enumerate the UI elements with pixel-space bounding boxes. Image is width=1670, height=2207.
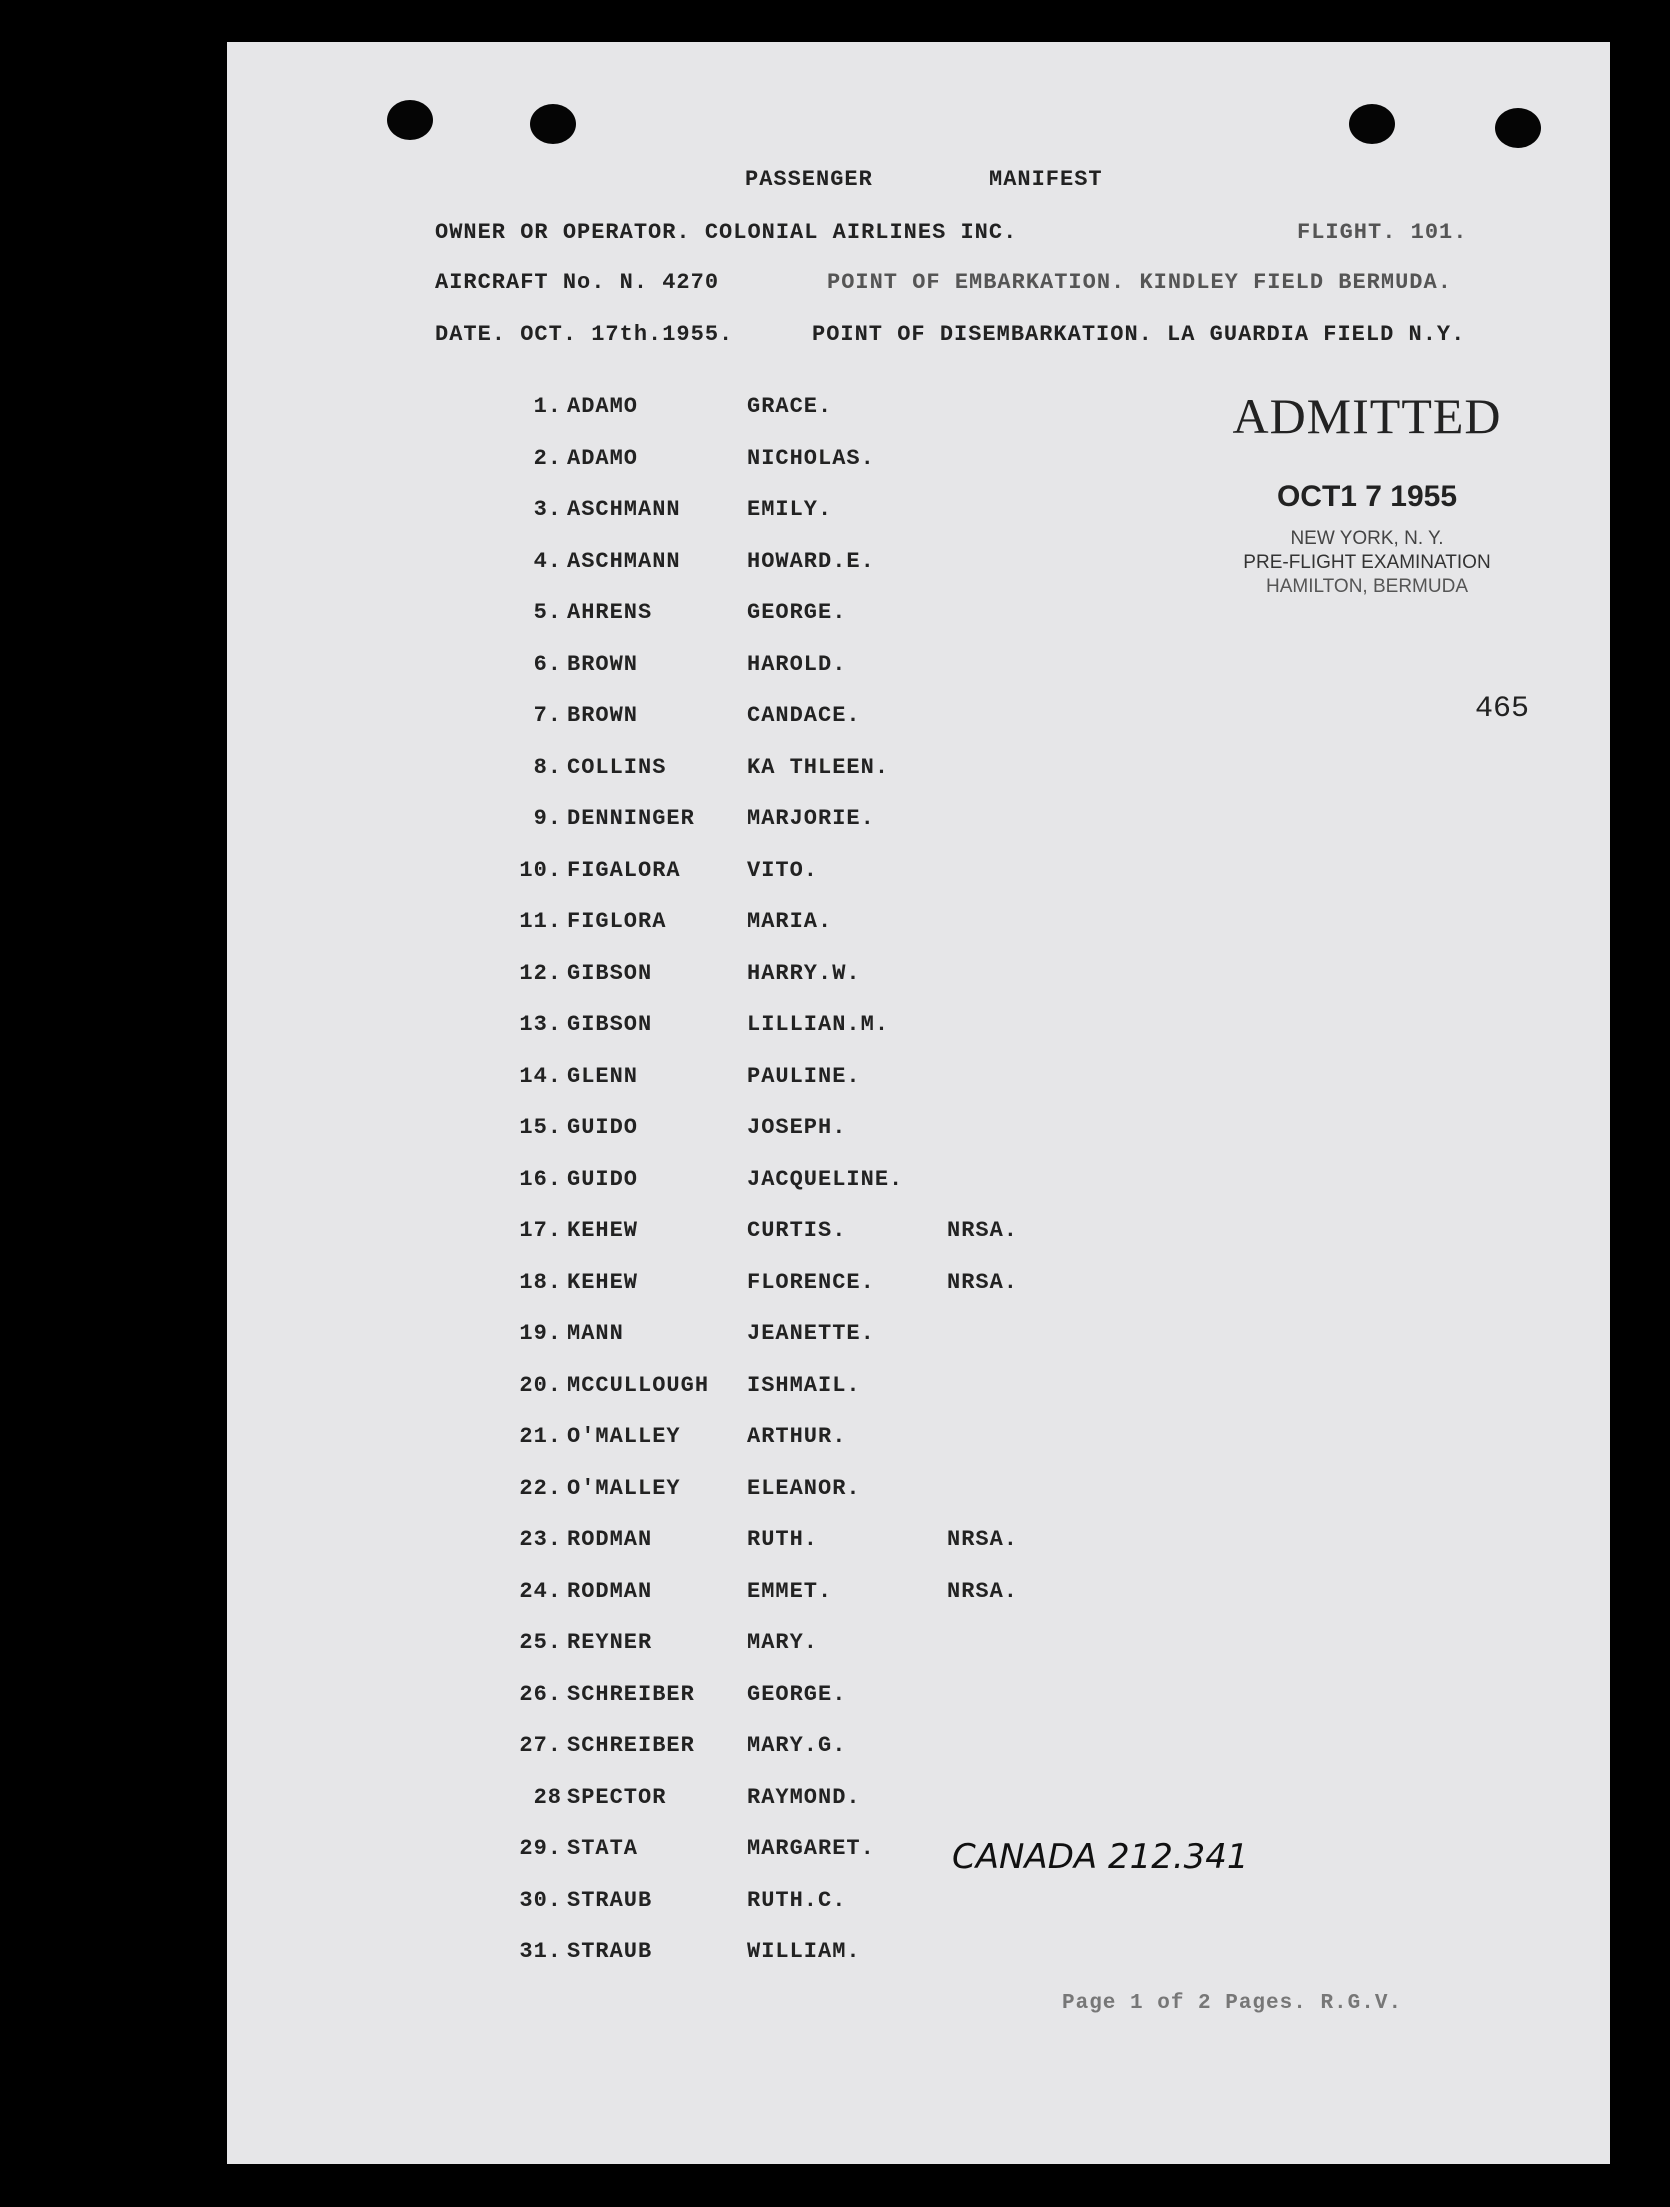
title-manifest: MANIFEST [989, 167, 1103, 192]
passenger-given-name: CANDACE. [747, 703, 861, 728]
stamp-date: OCT1 7 1955 [1276, 480, 1458, 513]
passenger-surname: STRAUB [567, 1939, 653, 1964]
passenger-given-name: GEORGE. [747, 600, 847, 625]
punch-hole [387, 100, 433, 140]
passenger-surname: RODMAN [567, 1579, 653, 1604]
passenger-given-name: ISHMAIL. [747, 1373, 861, 1398]
passenger-surname: KEHEW [567, 1270, 639, 1295]
passenger-surname: GIBSON [567, 961, 653, 986]
passenger-number: 25. [519, 1630, 562, 1655]
flight-number: FLIGHT. 101. [1297, 220, 1468, 245]
passenger-number: 31. [519, 1939, 562, 1964]
passenger-given-name: CURTIS. [747, 1218, 847, 1243]
passenger-row [227, 1064, 1127, 1104]
punch-hole [1495, 108, 1541, 148]
passenger-number: 6. [533, 652, 562, 677]
passenger-row [227, 703, 1127, 743]
passenger-number: 15. [519, 1115, 562, 1140]
passenger-number: 14. [519, 1064, 562, 1089]
passenger-surname: GIBSON [567, 1012, 653, 1037]
passenger-surname: GLENN [567, 1064, 639, 1089]
passenger-given-name: EMMET. [747, 1579, 833, 1604]
passenger-row [227, 1785, 1127, 1825]
passenger-row [227, 1476, 1127, 1516]
passenger-given-name: HARRY.W. [747, 961, 861, 986]
passenger-given-name: HAROLD. [747, 652, 847, 677]
passenger-surname: GUIDO [567, 1167, 639, 1192]
passenger-number: 10. [519, 858, 562, 883]
passenger-given-name: KA THLEEN. [747, 755, 890, 780]
passenger-given-name: LILLIAN.M. [747, 1012, 890, 1037]
passenger-row [227, 806, 1127, 846]
passenger-number: 9. [533, 806, 562, 831]
passenger-row [227, 1218, 1127, 1258]
passenger-number: 5. [533, 600, 562, 625]
passenger-number: 16. [519, 1167, 562, 1192]
passenger-surname: SCHREIBER [567, 1682, 695, 1707]
passenger-number: 23. [519, 1527, 562, 1552]
admitted-stamp: ADMITTED [1232, 388, 1502, 444]
passenger-given-name: MARGARET. [747, 1836, 875, 1861]
passenger-note: NRSA. [947, 1270, 1019, 1295]
passenger-number: 17. [519, 1218, 562, 1243]
passenger-surname: RODMAN [567, 1527, 653, 1552]
passenger-given-name: RUTH.C. [747, 1888, 847, 1913]
passenger-surname: MCCULLOUGH [567, 1373, 710, 1398]
title-passenger: PASSENGER [745, 167, 873, 192]
passenger-surname: FIGALORA [567, 858, 681, 883]
page-number: 465 [1475, 692, 1530, 726]
passenger-given-name: PAULINE. [747, 1064, 861, 1089]
passenger-row [227, 1888, 1127, 1928]
passenger-row [227, 446, 1127, 486]
passenger-surname: O'MALLEY [567, 1476, 681, 1501]
passenger-note: NRSA. [947, 1527, 1019, 1552]
passenger-row [227, 1630, 1127, 1670]
handwritten-note: CANADA 212.341 [952, 1837, 1249, 1877]
passenger-row [227, 1321, 1127, 1361]
passenger-given-name: GEORGE. [747, 1682, 847, 1707]
passenger-number: 30. [519, 1888, 562, 1913]
stamp-location: HAMILTON, BERMUDA [1266, 576, 1468, 597]
passenger-number: 20. [519, 1373, 562, 1398]
passenger-surname: KEHEW [567, 1218, 639, 1243]
manifest-page [227, 42, 1610, 2164]
passenger-number: 7. [533, 703, 562, 728]
passenger-row [227, 497, 1127, 537]
passenger-surname: SPECTOR [567, 1785, 667, 1810]
passenger-row [227, 1939, 1127, 1979]
passenger-surname: STRAUB [567, 1888, 653, 1913]
passenger-row [227, 1115, 1127, 1155]
passenger-row [227, 1579, 1127, 1619]
passenger-given-name: JEANETTE. [747, 1321, 875, 1346]
passenger-row [227, 549, 1127, 589]
passenger-number: 1. [533, 394, 562, 419]
passenger-number: 8. [533, 755, 562, 780]
point-of-disembarkation: POINT OF DISEMBARKATION. LA GUARDIA FIELD N.Y. [812, 322, 1466, 347]
passenger-given-name: HOWARD.E. [747, 549, 875, 574]
passenger-number: 19. [519, 1321, 562, 1346]
passenger-surname: ASCHMANN [567, 497, 681, 522]
passenger-row [227, 961, 1127, 1001]
passenger-given-name: MARJORIE. [747, 806, 875, 831]
passenger-row [227, 1527, 1127, 1567]
passenger-surname: MANN [567, 1321, 624, 1346]
passenger-surname: O'MALLEY [567, 1424, 681, 1449]
passenger-row [227, 394, 1127, 434]
passenger-surname: AHRENS [567, 600, 653, 625]
passenger-row [227, 1167, 1127, 1207]
passenger-given-name: NICHOLAS. [747, 446, 875, 471]
passenger-surname: SCHREIBER [567, 1733, 695, 1758]
passenger-number: 13. [519, 1012, 562, 1037]
passenger-given-name: JOSEPH. [747, 1115, 847, 1140]
passenger-given-name: JACQUELINE. [747, 1167, 904, 1192]
point-of-embarkation: POINT OF EMBARKATION. KINDLEY FIELD BERMUDA. [827, 270, 1452, 295]
passenger-number: 29. [519, 1836, 562, 1861]
passenger-surname: ASCHMANN [567, 549, 681, 574]
passenger-given-name: GRACE. [747, 394, 833, 419]
stamp-city: NEW YORK, N. Y. [1290, 528, 1444, 549]
passenger-number: 11. [519, 909, 562, 934]
punch-hole [530, 104, 576, 144]
passenger-surname: STATA [567, 1836, 639, 1861]
passenger-row [227, 1682, 1127, 1722]
passenger-row [227, 1373, 1127, 1413]
passenger-surname: DENNINGER [567, 806, 695, 831]
passenger-row [227, 755, 1127, 795]
passenger-number: 27. [519, 1733, 562, 1758]
manifest-date: DATE. OCT. 17th.1955. [435, 322, 734, 347]
passenger-note: NRSA. [947, 1218, 1019, 1243]
page-footer: Page 1 of 2 Pages. R.G.V. [1062, 1992, 1403, 2015]
passenger-number: 3. [533, 497, 562, 522]
passenger-row [227, 1733, 1127, 1773]
passenger-given-name: VITO. [747, 858, 819, 883]
passenger-given-name: FLORENCE. [747, 1270, 875, 1295]
passenger-row [227, 1270, 1127, 1310]
passenger-surname: BROWN [567, 703, 639, 728]
passenger-number: 2. [533, 446, 562, 471]
passenger-given-name: MARY.G. [747, 1733, 847, 1758]
passenger-row [227, 1012, 1127, 1052]
passenger-given-name: ARTHUR. [747, 1424, 847, 1449]
passenger-given-name: WILLIAM. [747, 1939, 861, 1964]
passenger-number: 26. [519, 1682, 562, 1707]
passenger-given-name: ELEANOR. [747, 1476, 861, 1501]
stamp-preflight: PRE-FLIGHT EXAMINATION [1243, 552, 1491, 573]
passenger-surname: ADAMO [567, 446, 639, 471]
passenger-row [227, 652, 1127, 692]
passenger-surname: GUIDO [567, 1115, 639, 1140]
passenger-row [227, 1424, 1127, 1464]
aircraft-number: AIRCRAFT No. N. 4270 [435, 270, 720, 295]
passenger-row [227, 600, 1127, 640]
passenger-surname: COLLINS [567, 755, 667, 780]
passenger-note: NRSA. [947, 1579, 1019, 1604]
passenger-row [227, 858, 1127, 898]
passenger-number: 28 [533, 1785, 562, 1810]
passenger-given-name: EMILY. [747, 497, 833, 522]
passenger-given-name: MARY. [747, 1630, 819, 1655]
passenger-surname: ADAMO [567, 394, 639, 419]
passenger-number: 12. [519, 961, 562, 986]
passenger-given-name: MARIA. [747, 909, 833, 934]
passenger-surname: BROWN [567, 652, 639, 677]
passenger-given-name: RAYMOND. [747, 1785, 861, 1810]
owner-operator: OWNER OR OPERATOR. COLONIAL AIRLINES INC. [435, 220, 1018, 245]
punch-hole [1349, 104, 1395, 144]
passenger-number: 24. [519, 1579, 562, 1604]
passenger-number: 4. [533, 549, 562, 574]
passenger-number: 21. [519, 1424, 562, 1449]
passenger-given-name: RUTH. [747, 1527, 819, 1552]
passenger-surname: REYNER [567, 1630, 653, 1655]
passenger-row [227, 909, 1127, 949]
passenger-number: 22. [519, 1476, 562, 1501]
passenger-surname: FIGLORA [567, 909, 667, 934]
passenger-number: 18. [519, 1270, 562, 1295]
